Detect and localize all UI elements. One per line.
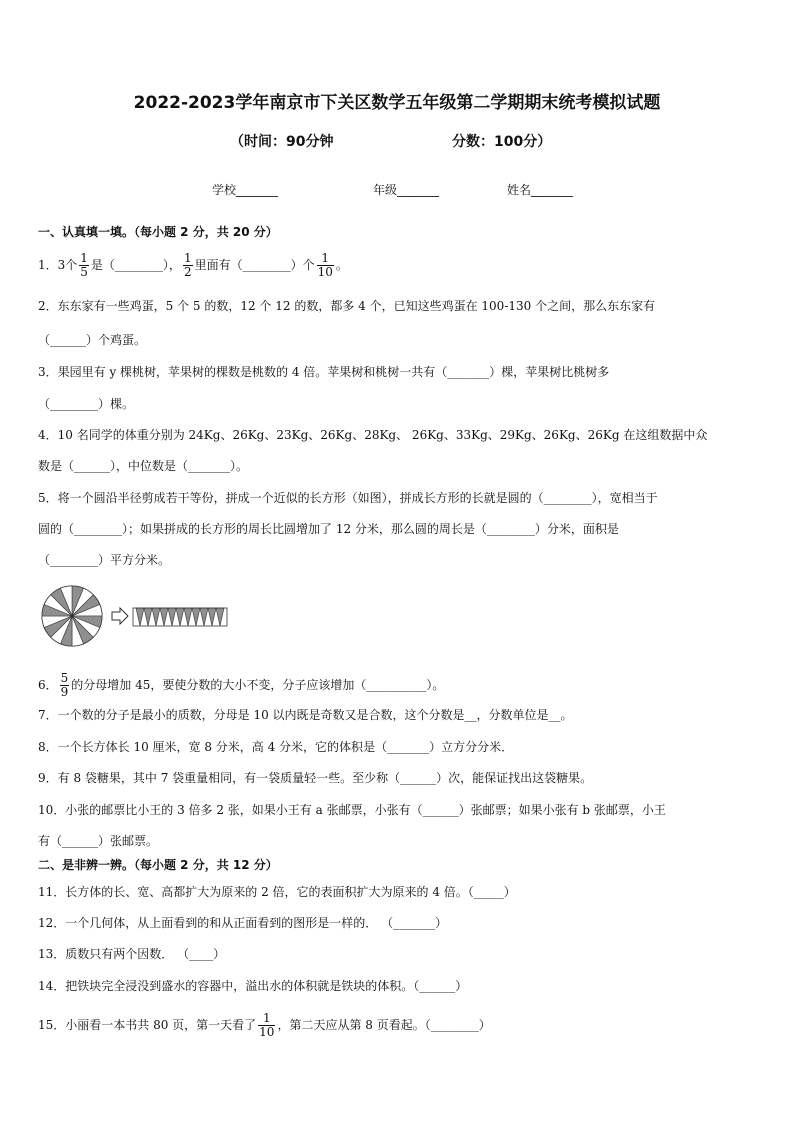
grade-field[interactable]: 年级_______ xyxy=(373,183,440,197)
q1-fraction-1-numerator: 1 xyxy=(80,251,88,265)
q6-text-b: 的分母增加 45，要使分数的大小不变，分子应该增加（__________）。 xyxy=(71,678,445,692)
question-4-line-2: 数是（______），中位数是（_______）。 xyxy=(38,459,249,473)
rectangle-sector xyxy=(160,608,168,626)
rectangle-sector xyxy=(200,608,208,626)
question-14: 14．把铁块完全浸没到盛水的容器中，溢出水的体积就是铁块的体积。（______） xyxy=(38,979,468,993)
q1-fraction-2-numerator: 1 xyxy=(183,251,192,265)
question-3-line-1: 3．果园里有 y 棵桃树，苹果树的棵数是桃数的 4 倍。苹果树和桃树一共有（_______）棵，苹果树比桃树多 xyxy=(38,365,610,379)
question-2-line-1: 2．东东家有一些鸡蛋，5 个 5 的数，12 个 12 的数，都多 4 个，已知这些鸡蛋在 100-130 个之间，那么东东家有 xyxy=(38,299,656,313)
q15-text-a: 15．小丽看一本书共 80 页，第一天看了 xyxy=(38,1018,257,1032)
question-1 xyxy=(38,252,764,279)
section-1-title: 一、认真填一填。（每小题 2 分，共 20 分） xyxy=(38,225,278,239)
q6-fraction-numerator: 5 xyxy=(60,671,69,685)
question-5-line-1: 5．将一个圆沿半径剪成若干等份，拼成一个近似的长方形（如图），拼成长方形的长就是圆的（________），宽相当于 xyxy=(38,491,658,505)
exam-score: 分数：100分） xyxy=(452,134,552,150)
rectangle-sector xyxy=(184,608,192,626)
q15-text-b: ，第二天应从第 8 页看起。（________） xyxy=(277,1018,491,1032)
q1-fraction-1 xyxy=(79,252,89,279)
question-5-line-2: 圆的（________）；如果拼成的长方形的周长比圆增加了 12 分米，那么圆的周长是（________）分米，面积是 xyxy=(38,522,619,536)
rectangle-sector xyxy=(176,608,184,626)
q1-fraction-3 xyxy=(317,252,334,279)
approximate-rectangle-icon xyxy=(133,608,227,626)
circle-to-rectangle-figure xyxy=(40,584,230,648)
sectored-circle-icon xyxy=(42,586,102,646)
question-11: 11．长方体的长、宽、高都扩大为原来的 2 倍，它的表面积扩大为原来的 4 倍。（_____） xyxy=(38,885,516,899)
question-5-line-3: （________）平方分米。 xyxy=(38,553,171,567)
rectangle-sector xyxy=(136,608,144,626)
question-10-line-2: 有（______）张邮票。 xyxy=(38,834,159,848)
page-title: 2022-2023学年南京市下关区数学五年级第二学期期末统考模拟试题 xyxy=(133,93,661,113)
rectangle-sector xyxy=(192,608,200,626)
question-4-line-1: 4．10 名同学的体重分别为 24Kg、26Kg、23Kg、26Kg、28Kg、 26Kg、33Kg、29Kg、26Kg、26Kg 在这组数据中众 xyxy=(38,428,708,442)
q1-text-a: 1．3个 xyxy=(38,258,78,272)
rectangle-sector xyxy=(168,608,176,626)
question-10-line-1: 10．小张的邮票比小王的 3 倍多 2 张，如果小王有 a 张邮票，小张有（______）张邮票；如果小张有 b 张邮票，小王 xyxy=(38,803,666,817)
rectangle-sector xyxy=(216,608,224,626)
question-2-line-2: （______）个鸡蛋。 xyxy=(38,333,147,347)
q6-fraction-denominator: 9 xyxy=(60,685,69,699)
question-9: 9．有 8 袋糖果，其中 7 袋重量相同，有一袋质量轻一些。至少称（______）次，能保证找出这袋糖果。 xyxy=(38,771,593,785)
section-2-title: 二、是非辨一辨。（每小题 2 分，共 12 分） xyxy=(38,858,278,872)
question-3-line-2: （________）棵。 xyxy=(38,397,135,411)
q1-fraction-2-denominator: 2 xyxy=(183,265,192,279)
question-7: 7．一个数的分子是最小的质数，分母是 10 以内既是奇数又是合数，这个分数是__，分数单位是__。 xyxy=(38,708,573,722)
arrow-right-icon xyxy=(112,608,128,624)
q1-fraction-3-denominator: 10 xyxy=(317,265,333,279)
q1-fraction-1-denominator: 5 xyxy=(80,265,88,279)
rectangle-sector xyxy=(144,608,152,626)
q1-text-c: 里面有（________）个 xyxy=(194,258,315,272)
q1-fraction-3-numerator: 1 xyxy=(321,251,330,265)
q15-fraction-denominator: 10 xyxy=(259,1025,275,1039)
question-15 xyxy=(38,1012,764,1039)
q6-fraction xyxy=(60,672,70,699)
q6-text-a: 6． xyxy=(38,678,58,692)
q15-fraction-numerator: 1 xyxy=(262,1011,271,1025)
q1-text-b: 是（________）， xyxy=(90,258,181,272)
question-12: 12．一个几何体，从上面看到的和从正面看到的图形是一样的． （_______） xyxy=(38,916,448,930)
q1-text-e: 。 xyxy=(335,258,348,272)
rectangle-sector xyxy=(208,608,216,626)
exam-time: （时间：90分钟 xyxy=(230,134,334,150)
rectangle-sector xyxy=(152,608,160,626)
question-6 xyxy=(38,672,764,699)
question-8: 8．一个长方体长 10 厘米，宽 8 分米，高 4 分米，它的体积是（_______）立方分分米． xyxy=(38,740,514,754)
name-field[interactable]: 姓名_______ xyxy=(507,183,574,197)
q15-fraction xyxy=(258,1012,275,1039)
question-13: 13．质数只有两个因数． （____） xyxy=(38,947,226,961)
q1-fraction-2 xyxy=(183,252,193,279)
school-field[interactable]: 学校_______ xyxy=(212,183,279,197)
